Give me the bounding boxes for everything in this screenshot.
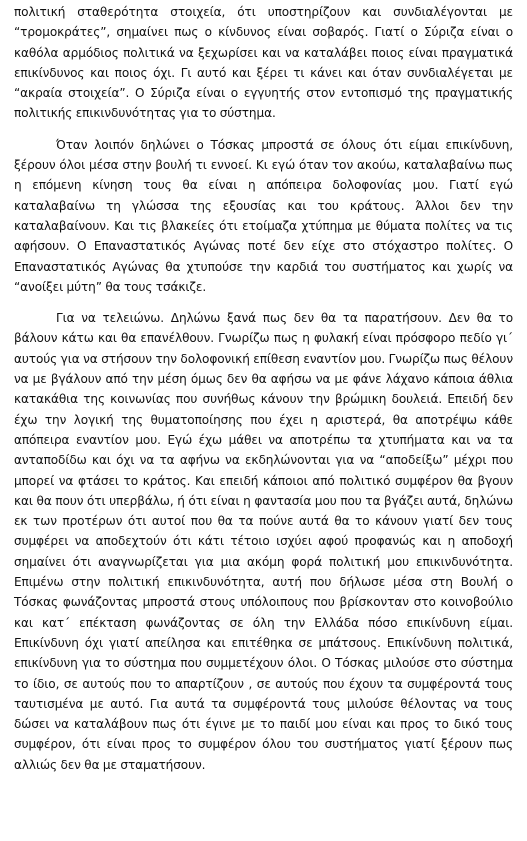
- paragraph-2: Όταν λοιπόν δηλώνει ο Τόσκας μπροστά σε όλους ότι είμαι επικίνδυνη, ξέρουν όλοι μέσα στην βουλή τι εννοεί. Κι εγώ όταν τον ακούω, καταλαβαίνω πως η επόμενη κίνηση τους θα είναι η απόπειρα δολοφονίας μου. Γιατί εγώ καταλαβαίνω τη γλώσσα της εξουσίας και του κράτους. Άλλοι δεν την καταλαβαίνουν. Και τις βλακείες ότι ετοίμαζα χτύπημα με θύματα πολίτες να τις αφήσουν. Ο Επαναστατικός Αγώνας ποτέ δεν είχε στο στόχαστρο πολίτες. Ο Επαναστατικός Αγώνας θα χτυπούσε την καρδιά του συστήματος και χωρίς να “ανοίξει μύτη” θα τους τσάκιζε.: [14, 137, 513, 294]
- paragraph-1: πολιτική σταθερότητα στοιχεία, ότι υποστηρίζουν και συνδιαλέγονται με “τρομοκράτες”, σημαίνει πως ο κίνδυνος είναι σοβαρός. Γιατί ο Σύριζα είναι ο καθόλα αρμόδιος πολιτικά να ξεχωρίσει και να καταλάβει ποιος είναι πραγματικά επικίνδυνος και ποιος όχι. Γι αυτό και ξέρει τι κάνει και όταν συνδιαλέγεται με “ακραία στοιχεία”. Ο Σύριζα είναι ο εγγυητής στον εντοπισμό της πραγματικής πολιτικής επικινδυνότητας για το σύστημα.: [14, 5, 513, 121]
- paragraph-3: Για να τελειώνω. Δηλώνω ξανά πως δεν θα τα παρατήσουν. Δεν θα το βάλουν κάτω και θα επανέλθουν. Γνωρίζω πως η φυλακή είναι πρόσφορο πεδίο γι΄ αυτούς για να στήσουν την δολοφονική επίθεση εναντίον μου. Γνωρίζω πως θέλουν να με βγάλουν από την μέση όμως δεν θα αφήσω να με φάνε λάχανο κάποια άθλια κατακάθια της κοινωνίας που συνήθως κάνουν την βρώμικη δουλειά. Επειδή δεν έχω την λογική της θυματοποίησης που έχει η αριστερά, θα αποτρέψω κάθε απόπειρα εναντίον μου. Εγώ έχω μάθει να αποτρέπω τα χτυπήματα και να τα ανταποδίδω και όχι να τα αφήνω να εκδηλώνονται για να “αποδείξω” μέχρι που μπορεί να φτάσει το κράτος. Και επειδή κάποιοι από πολιτικό συμφέρον θα βγουν και θα πουν ότι υπερβάλω, ή ότι είναι η φαντασία μου που τα βγάζει αυτά, δηλώνω εκ των προτέρων ότι αυτοί που θα τα πούνε αυτά θα το κάνουν γιατί δεν τους συμφέρει να αποδεχτούν ότι κάτι τέτοιο ισχύει αφού προφανώς και η αποδοχή σημαίνει ότι αναγνωρίζεται για μια ακόμη φορά πολιτική μου επικινδυνότητα. Επιμένω στην πολιτική επικινδυνότητα, αυτή που δήλωσε μέσα στη Βουλή ο Τόσκας φωνάζοντας μπροστά στους υπόλοιπους που βρίσκονταν στο κοινοβούλιο και κατ΄ επέκταση φωνάζοντας σε όλη την Ελλάδα πόσο επικίνδυνη είμαι. Επικίνδυνη όχι γιατί απείλησα και επιτέθηκα σε μπάτσους. Επικίνδυνη πολιτικά, επικίνδυνη για το σύστημα που συμμετέχουν όλοι. Ο Τόσκας μιλούσε στο σύστημα το ίδιο, σε αυτούς που το απαρτίζουν , σε αυτούς που έχουν τα συμφέροντά τους ταυτισμένα με αυτό. Για αυτά τα συμφέροντά τους μιλούσε θέλοντας να τους δώσει να καταλάβουν πως ότι έγινε με το παιδί μου είναι και προς το δικό τους συμφέρον, ότι είναι προς το συμφέρον όλου του συστήματος γιατί ξέρουν πως αλλιώς δεν θα με σταματήσουν.: [14, 311, 513, 772]
